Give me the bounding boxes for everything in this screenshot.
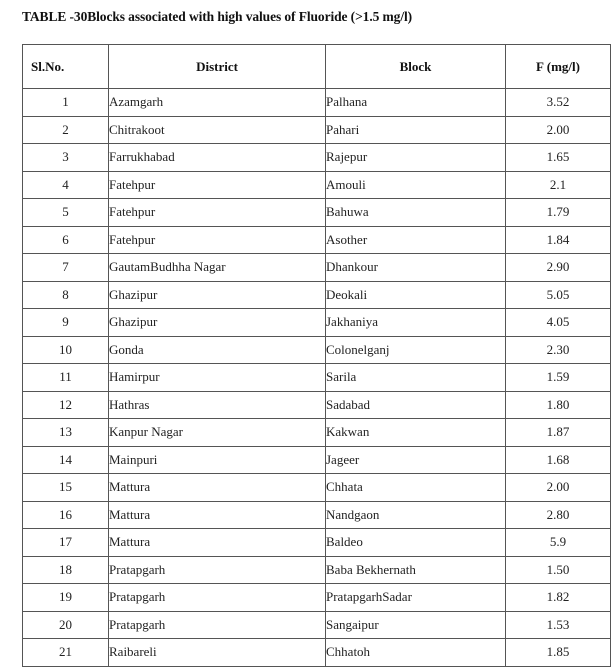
cell-block: PratapgarhSadar [326, 584, 506, 612]
cell-sl-no: 3 [23, 144, 109, 172]
cell-sl-no: 12 [23, 391, 109, 419]
table-row [23, 89, 611, 117]
table-row [23, 611, 611, 639]
cell-sl-no: 19 [23, 584, 109, 612]
cell-block: Dhankour [326, 254, 506, 282]
cell-sl-no: 16 [23, 501, 109, 529]
cell-district: Farrukhabad [109, 144, 326, 172]
cell-district: Pratapgarh [109, 584, 326, 612]
cell-fluoride: 2.80 [506, 501, 611, 529]
table-row [23, 116, 611, 144]
table-row [23, 364, 611, 392]
cell-sl-no: 13 [23, 419, 109, 447]
table-row [23, 391, 611, 419]
cell-district: Fatehpur [109, 199, 326, 227]
cell-fluoride: 5.9 [506, 529, 611, 557]
cell-fluoride: 1.59 [506, 364, 611, 392]
cell-block: Pahari [326, 116, 506, 144]
cell-district: Ghazipur [109, 281, 326, 309]
cell-district: Pratapgarh [109, 611, 326, 639]
cell-district: Chitrakoot [109, 116, 326, 144]
cell-district: Mattura [109, 529, 326, 557]
cell-sl-no: 5 [23, 199, 109, 227]
cell-district: GautamBudhha Nagar [109, 254, 326, 282]
cell-fluoride: 2.30 [506, 336, 611, 364]
cell-block: Bahuwa [326, 199, 506, 227]
cell-sl-no: 4 [23, 171, 109, 199]
cell-fluoride: 1.85 [506, 639, 611, 667]
header-district: District [109, 45, 326, 89]
cell-district: Gonda [109, 336, 326, 364]
cell-block: Kakwan [326, 419, 506, 447]
cell-sl-no: 6 [23, 226, 109, 254]
cell-fluoride: 1.65 [506, 144, 611, 172]
cell-fluoride: 1.80 [506, 391, 611, 419]
header-sl-no: Sl.No. [23, 45, 109, 89]
table-row [23, 501, 611, 529]
cell-sl-no: 20 [23, 611, 109, 639]
cell-block: Baba Bekhernath [326, 556, 506, 584]
cell-district: Raibareli [109, 639, 326, 667]
cell-block: Deokali [326, 281, 506, 309]
cell-block: Jageer [326, 446, 506, 474]
table-row [23, 474, 611, 502]
cell-fluoride: 1.82 [506, 584, 611, 612]
table-row [23, 144, 611, 172]
cell-sl-no: 9 [23, 309, 109, 337]
table-row [23, 309, 611, 337]
table-row [23, 281, 611, 309]
cell-fluoride: 1.68 [506, 446, 611, 474]
cell-district: Kanpur Nagar [109, 419, 326, 447]
cell-district: Fatehpur [109, 171, 326, 199]
cell-fluoride: 2.90 [506, 254, 611, 282]
cell-district: Hamirpur [109, 364, 326, 392]
table-row [23, 199, 611, 227]
cell-sl-no: 10 [23, 336, 109, 364]
cell-block: Jakhaniya [326, 309, 506, 337]
cell-block: Sangaipur [326, 611, 506, 639]
cell-fluoride: 2.1 [506, 171, 611, 199]
cell-block: Asother [326, 226, 506, 254]
cell-block: Palhana [326, 89, 506, 117]
table-row [23, 446, 611, 474]
cell-district: Pratapgarh [109, 556, 326, 584]
cell-sl-no: 1 [23, 89, 109, 117]
cell-fluoride: 3.52 [506, 89, 611, 117]
cell-block: Amouli [326, 171, 506, 199]
cell-district: Azamgarh [109, 89, 326, 117]
table-row [23, 336, 611, 364]
cell-district: Fatehpur [109, 226, 326, 254]
table-row [23, 556, 611, 584]
table-row [23, 529, 611, 557]
cell-sl-no: 17 [23, 529, 109, 557]
cell-fluoride: 1.50 [506, 556, 611, 584]
cell-block: Sarila [326, 364, 506, 392]
cell-district: Mattura [109, 501, 326, 529]
cell-sl-no: 21 [23, 639, 109, 667]
cell-fluoride: 2.00 [506, 116, 611, 144]
cell-sl-no: 15 [23, 474, 109, 502]
cell-block: Sadabad [326, 391, 506, 419]
header-fluoride: F (mg/l) [506, 45, 611, 89]
cell-fluoride: 1.53 [506, 611, 611, 639]
cell-sl-no: 2 [23, 116, 109, 144]
cell-fluoride: 5.05 [506, 281, 611, 309]
cell-district: Ghazipur [109, 309, 326, 337]
cell-block: Chhatoh [326, 639, 506, 667]
cell-fluoride: 1.79 [506, 199, 611, 227]
cell-sl-no: 18 [23, 556, 109, 584]
cell-district: Mattura [109, 474, 326, 502]
cell-sl-no: 8 [23, 281, 109, 309]
fluoride-table [22, 44, 611, 667]
header-block: Block [326, 45, 506, 89]
table-header-row [23, 45, 611, 89]
table-row [23, 254, 611, 282]
cell-block: Colonelganj [326, 336, 506, 364]
table-row [23, 171, 611, 199]
cell-block: Rajepur [326, 144, 506, 172]
cell-fluoride: 1.84 [506, 226, 611, 254]
cell-block: Nandgaon [326, 501, 506, 529]
table-row [23, 639, 611, 667]
cell-fluoride: 2.00 [506, 474, 611, 502]
cell-sl-no: 14 [23, 446, 109, 474]
cell-district: Mainpuri [109, 446, 326, 474]
cell-district: Hathras [109, 391, 326, 419]
cell-sl-no: 7 [23, 254, 109, 282]
table-row [23, 584, 611, 612]
cell-sl-no: 11 [23, 364, 109, 392]
table-row [23, 226, 611, 254]
cell-block: Baldeo [326, 529, 506, 557]
cell-fluoride: 1.87 [506, 419, 611, 447]
cell-fluoride: 4.05 [506, 309, 611, 337]
table-title: TABLE -30Blocks associated with high values of Fluoride (>1.5 mg/l) [22, 9, 413, 24]
cell-block: Chhata [326, 474, 506, 502]
table-row [23, 419, 611, 447]
